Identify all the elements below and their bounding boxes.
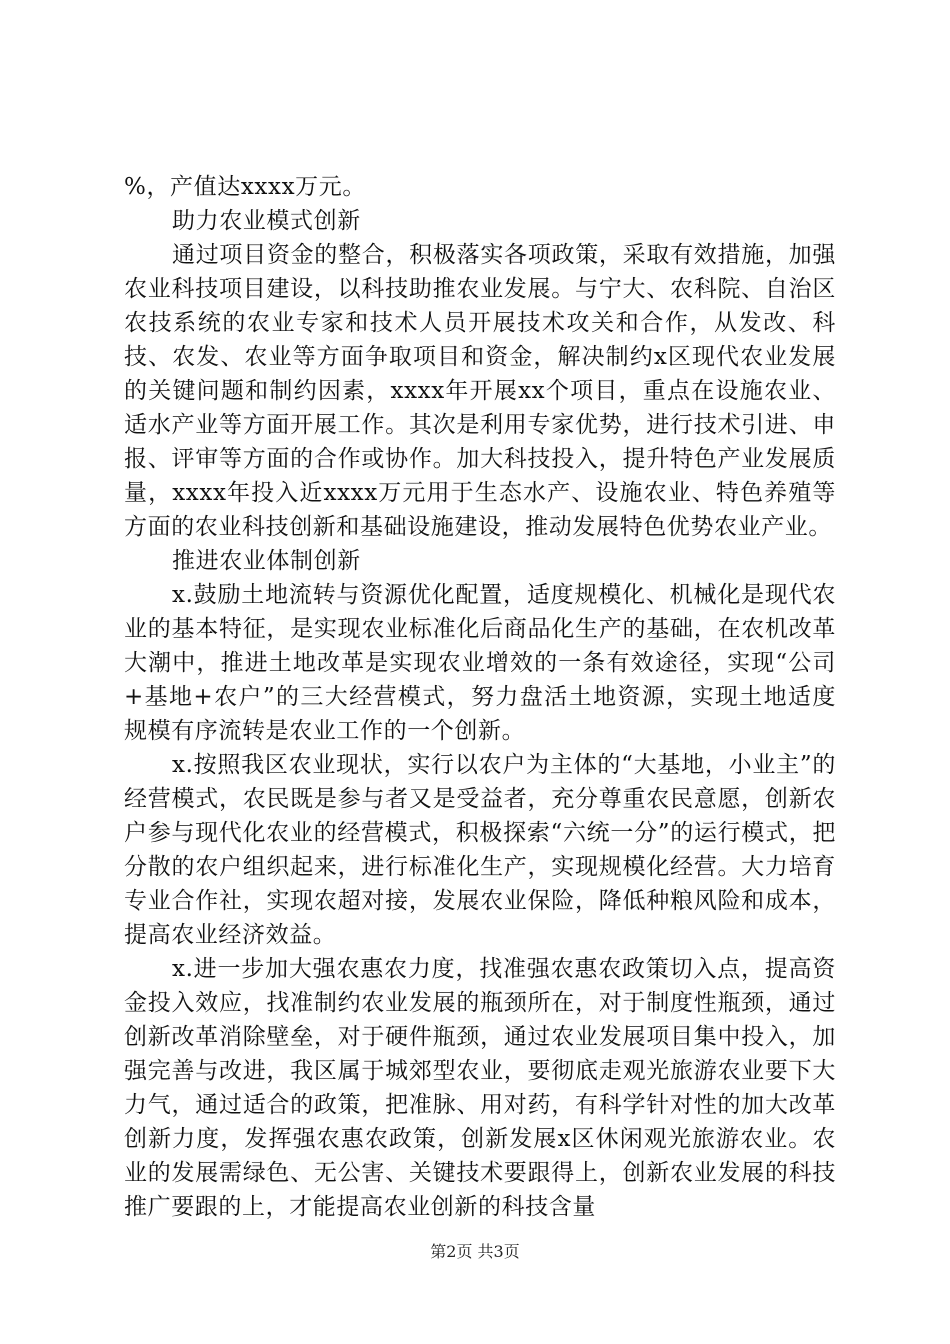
page-footer: [0, 1242, 950, 1262]
document-body: [124, 170, 836, 1224]
paragraph-support-policy: x.进一步加大强农惠农力度，找准强农惠农政策切入点，提高资金投入效应，找准制约农业发展的瓶颈所在，对于制度性瓶颈，通过创新改革消除壁垒，对于硬件瓶颈，通过农业发展项目集中投入，加强完善与改进，我区属于城郊型农业，要彻底走观光旅游农业要下大力气，通过适合的政策，把准脉、用对药，有科学针对性的加大改革创新力度，发挥强农惠农政策，创新发展x区休闲观光旅游农业。农业的发展需绿色、无公害、关键技术要跟得上，创新农业发展的科技推广要跟的上，才能提高农业创新的科技含量: [124, 956, 836, 1220]
page-number-label: 第2页 共3页: [430, 1242, 520, 1261]
section-heading-model-innovation: 助力农业模式创新: [172, 208, 361, 234]
paragraph-land-transfer: x.鼓励土地流转与资源优化配置，适度规模化、机械化是现代农业的基本特征，是实现农业标准化后商品化生产的基础，在农机改革大潮中，推进土地改革是实现农业增效的一条有效途径，实现“公司+基地+农户”的三大经营模式，努力盘活土地资源，实现土地适度规模有序流转是农业工作的一个创新。: [124, 582, 836, 744]
section-heading-system-innovation: 推进农业体制创新: [172, 548, 361, 574]
paragraph-continuation: %，产值达xxxx万元。: [124, 174, 366, 200]
paragraph-operating-model: x.按照我区农业现状，实行以农户为主体的“大基地，小业主”的经营模式，农民既是参与者又是受益者，充分尊重农民意愿，创新农户参与现代化农业的经营模式，积极探索“六统一分”的运行模式，把分散的农户组织起来，进行标准化生产，实现规模化经营。大力培育专业合作社，实现农超对接，发展农业保险，降低种粮风险和成本，提高农业经济效益。: [124, 752, 836, 948]
paragraph-model-innovation: 通过项目资金的整合，积极落实各项政策，采取有效措施，加强农业科技项目建设，以科技助推农业发展。与宁大、农科院、自治区农技系统的农业专家和技术人员开展技术攻关和合作，从发改、科技、农发、农业等方面争取项目和资金，解决制约x区现代农业发展的关键问题和制约因素，xxxx年开展xx个项目，重点在设施农业、适水产业等方面开展工作。其次是利用专家优势，进行技术引进、申报、评审等方面的合作或协作。加大科技投入，提升特色产业发展质量，xxxx年投入近xxxx万元用于生态水产、设施农业、特色养殖等方面的农业科技创新和基础设施建设，推动发展特色优势农业产业。: [124, 242, 836, 540]
